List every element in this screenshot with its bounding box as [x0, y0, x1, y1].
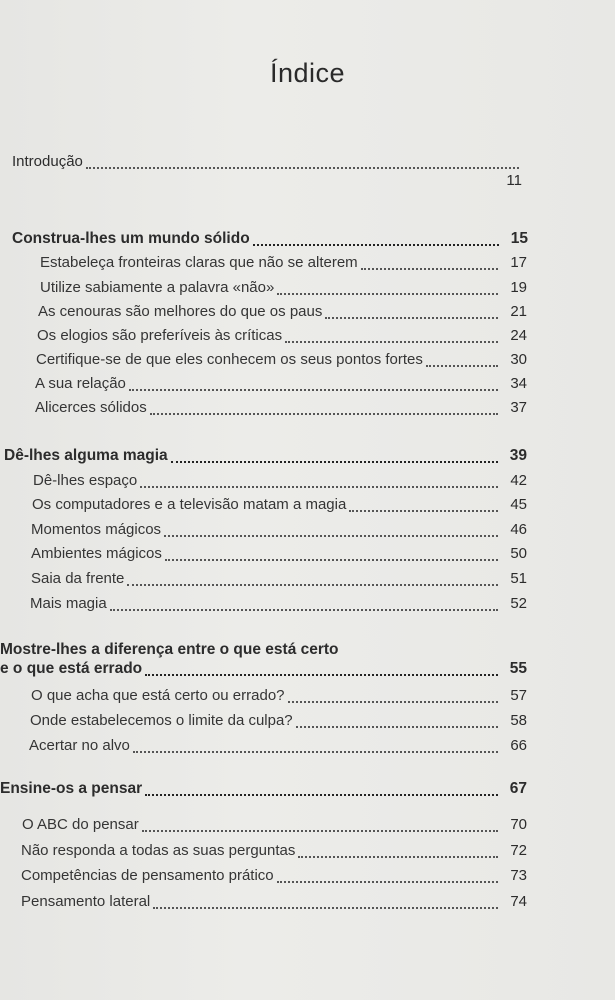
toc-entry	[21, 866, 527, 886]
leader-dots	[153, 907, 498, 909]
toc-entry	[22, 815, 527, 835]
chapter-heading	[0, 659, 527, 679]
toc-entry-label: Momentos mágicos	[31, 521, 162, 538]
chapter-title: Ensine-os a pensar	[0, 780, 143, 797]
toc-entry-page: 58	[510, 712, 527, 729]
toc-entry-label: Onde estabelecemos o limite da culpa?	[30, 712, 293, 729]
toc-entry-page: 51	[510, 570, 527, 587]
leader-dots	[296, 726, 498, 728]
toc-entry-page: 50	[510, 545, 527, 562]
toc-entry	[37, 326, 527, 346]
toc-entry	[38, 302, 527, 322]
page-title: Índice	[269, 58, 346, 88]
toc-entry-introducao	[12, 152, 522, 172]
toc-entry-page: 57	[510, 687, 527, 704]
toc-entry-page-wrap	[496, 171, 526, 191]
toc-entry-label: Competências de pensamento prático	[21, 867, 274, 884]
toc-entry-label: Ambientes mágicos	[31, 545, 162, 562]
toc-entry-page: 37	[510, 399, 527, 416]
leader-dots	[426, 365, 498, 367]
toc-entry-label: Saia da frente	[31, 570, 125, 587]
toc-entry	[30, 594, 527, 614]
toc-entry-label: Os elogios são preferíveis às críticas	[37, 327, 283, 344]
toc-entry	[36, 350, 527, 370]
leader-dots	[288, 701, 498, 703]
leader-dots	[171, 461, 498, 463]
toc-entry	[40, 253, 527, 273]
toc-entry	[31, 686, 527, 706]
chapter-heading-line1	[0, 640, 527, 660]
leader-dots	[349, 510, 498, 512]
leader-dots	[86, 167, 519, 169]
chapter-heading	[0, 779, 527, 799]
toc-entry	[21, 892, 527, 912]
chapter-page: 39	[509, 447, 527, 464]
toc-entry-page: 74	[510, 893, 527, 910]
leader-dots	[253, 244, 499, 246]
leader-dots	[140, 486, 498, 488]
toc-entry-label: Utilize sabiamente a palavra «não»	[40, 279, 275, 296]
leader-dots	[361, 268, 498, 270]
toc-entry-page: 24	[510, 327, 527, 344]
toc-entry-label: Certifique-se de que eles conhecem os seus pontos fortes	[36, 351, 423, 368]
toc-entry-page: 73	[510, 867, 527, 884]
toc-entry-label: Introdução	[12, 153, 83, 170]
leader-dots	[298, 856, 498, 858]
toc-entry	[35, 374, 527, 394]
toc-entry-label: O ABC do pensar	[22, 816, 139, 833]
toc-entry-page: 11	[506, 172, 522, 189]
toc-entry-page: 45	[510, 496, 527, 513]
toc-entry	[31, 569, 527, 589]
toc-entry-page: 19	[510, 279, 527, 296]
chapter-title: e o que está errado	[0, 660, 143, 677]
toc-entry	[21, 841, 527, 861]
leader-dots	[142, 830, 498, 832]
toc-entry-label: Os computadores e a televisão matam a magia	[32, 496, 347, 513]
toc-entry	[33, 471, 527, 491]
toc-entry-page: 72	[510, 842, 527, 859]
leader-dots	[133, 751, 498, 753]
leader-dots	[150, 413, 498, 415]
toc-entry	[40, 278, 527, 298]
chapter-heading	[4, 446, 527, 466]
toc-entry-label: Acertar no alvo	[29, 737, 130, 754]
toc-entry-label: Não responda a todas as suas perguntas	[21, 842, 296, 859]
leader-dots	[145, 674, 498, 676]
chapter-title: Dê-lhes alguma magia	[4, 447, 168, 464]
chapter-heading	[12, 229, 528, 249]
chapter-title: Construa-lhes um mundo sólido	[12, 230, 250, 247]
toc-entry	[31, 520, 527, 540]
leader-dots	[277, 881, 498, 883]
toc-entry-label: O que acha que está certo ou errado?	[31, 687, 285, 704]
leader-dots	[277, 293, 498, 295]
chapter-page: 15	[510, 230, 528, 247]
leader-dots	[145, 794, 498, 796]
toc-entry-label: Alicerces sólidos	[35, 399, 147, 416]
toc-entry-page: 42	[510, 472, 527, 489]
toc-entry-page: 52	[510, 595, 527, 612]
toc-entry	[29, 736, 527, 756]
leader-dots	[165, 559, 498, 561]
toc-entry	[35, 398, 527, 418]
toc-entry-page: 21	[510, 303, 527, 320]
toc-entry-page: 17	[510, 254, 527, 271]
toc-entry-label: Pensamento lateral	[21, 893, 151, 910]
toc-entry-page: 66	[510, 737, 527, 754]
leader-dots	[285, 341, 498, 343]
toc-entry	[32, 495, 527, 515]
toc-entry-page: 34	[510, 375, 527, 392]
toc-entry	[30, 711, 527, 731]
leader-dots	[325, 317, 498, 319]
toc-entry-page: 46	[510, 521, 527, 538]
chapter-title-line1: Mostre-lhes a diferença entre o que está certo	[0, 641, 339, 658]
toc-entry	[31, 544, 527, 564]
leader-dots	[129, 389, 498, 391]
leader-dots	[127, 584, 498, 586]
toc-entry-label: Estabeleça fronteiras claras que não se alterem	[40, 254, 358, 271]
toc-entry-page: 70	[510, 816, 527, 833]
leader-dots	[110, 609, 498, 611]
chapter-page: 55	[509, 660, 527, 677]
leader-dots	[164, 535, 498, 537]
toc-entry-page: 30	[510, 351, 527, 368]
chapter-page: 67	[509, 780, 527, 797]
toc-entry-label: As cenouras são melhores do que os paus	[38, 303, 323, 320]
toc-entry-label: Dê-lhes espaço	[33, 472, 138, 489]
toc-entry-label: A sua relação	[35, 375, 126, 392]
toc-entry-label: Mais magia	[30, 595, 107, 612]
